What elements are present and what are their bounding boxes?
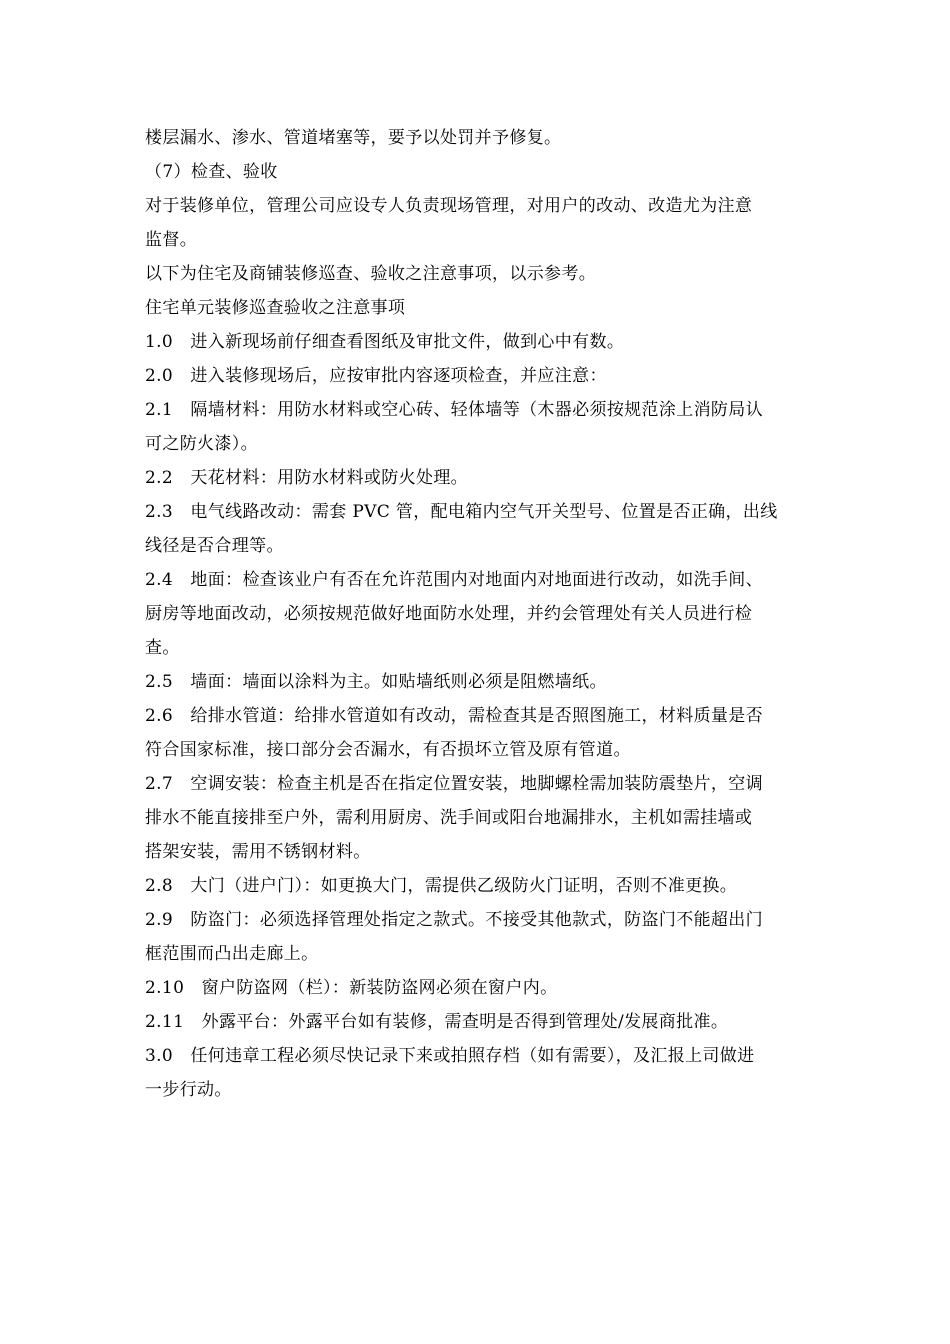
item-2-6: 2.6 给排水管道：给排水管道如有改动，需检查其是否照图施工，材料质量是否: [145, 706, 763, 726]
item-2-7-cont: 排水不能直接排至户外，需利用厨房、洗手间或阳台地漏排水，主机如需挂墙或: [145, 808, 753, 828]
item-2-4-cont: 厨房等地面改动，必须按规范做好地面防水处理，并约会管理处有关人员进行检: [145, 604, 753, 624]
item-2-7: 2.7 空调安装：检查主机是否在指定位置安装，地脚螺栓需加装防震垫片，空调: [145, 774, 763, 794]
subsection-heading: 住宅单元装修巡查验收之注意事项: [145, 298, 406, 318]
item-2-5: 2.5 墙面：墙面以涂料为主。如贴墙纸则必须是阻燃墙纸。: [145, 672, 607, 692]
item-2-9: 2.9 防盗门：必须选择管理处指定之款式。不接受其他款式，防盗门不能超出门: [145, 910, 763, 930]
item-3-0: 3.0 任何违章工程必须尽快记录下来或拍照存档（如有需要），及汇报上司做进: [145, 1046, 755, 1066]
item-2-1: 2.1 隔墙材料：用防水材料或空心砖、轻体墙等（木器必须按规范涂上消防局认: [145, 400, 763, 420]
item-2-10: 2.10 窗户防盗网（栏）：新装防盗网必须在窗户内。: [145, 978, 558, 998]
item-2-4-cont: 查。: [145, 638, 180, 658]
section-heading: （7）检查、验收: [145, 162, 278, 182]
text-line: 楼层漏水、渗水、管道堵塞等，要予以处罚并予修复。: [145, 128, 562, 148]
text-line: 监督。: [145, 230, 198, 250]
item-2-1-cont: 可之防火漆）。: [145, 434, 258, 454]
item-2-2: 2.2 天花材料：用防水材料或防火处理。: [145, 468, 469, 488]
item-2-3-cont: 线径是否合理等。: [145, 536, 284, 556]
text-line: 以下为住宅及商铺装修巡查、验收之注意事项，以示参考。: [145, 264, 597, 284]
item-2-4: 2.4 地面：检查该业户有否在允许范围内对地面内对地面进行改动，如洗手间、: [145, 570, 763, 590]
text-line: 对于装修单位，管理公司应设专人负责现场管理，对用户的改动、改造尤为注意: [145, 196, 753, 216]
item-1-0: 1.0 进入新现场前仔细查看图纸及审批文件，做到心中有数。: [145, 332, 625, 352]
item-3-0-cont: 一步行动。: [145, 1080, 232, 1100]
item-2-7-cont: 搭架安装，需用不锈钢材料。: [145, 842, 371, 862]
item-2-9-cont: 框范围而凸出走廊上。: [145, 944, 319, 964]
item-2-3: 2.3 电气线路改动：需套 PVC 管，配电箱内空气开关型号、位置是否正确，出线: [145, 502, 778, 522]
document-body: [145, 121, 813, 1107]
item-2-6-cont: 符合国家标准，接口部分会否漏水，有否损坏立管及原有管道。: [145, 740, 631, 760]
item-2-0: 2.0 进入装修现场后，应按审批内容逐项检查，并应注意：: [145, 366, 607, 386]
item-2-11: 2.11 外露平台：外露平台如有装修，需查明是否得到管理处/发展商批准。: [145, 1012, 729, 1032]
item-2-8: 2.8 大门（进户门）：如更换大门，需提供乙级防火门证明，否则不准更换。: [145, 876, 738, 896]
